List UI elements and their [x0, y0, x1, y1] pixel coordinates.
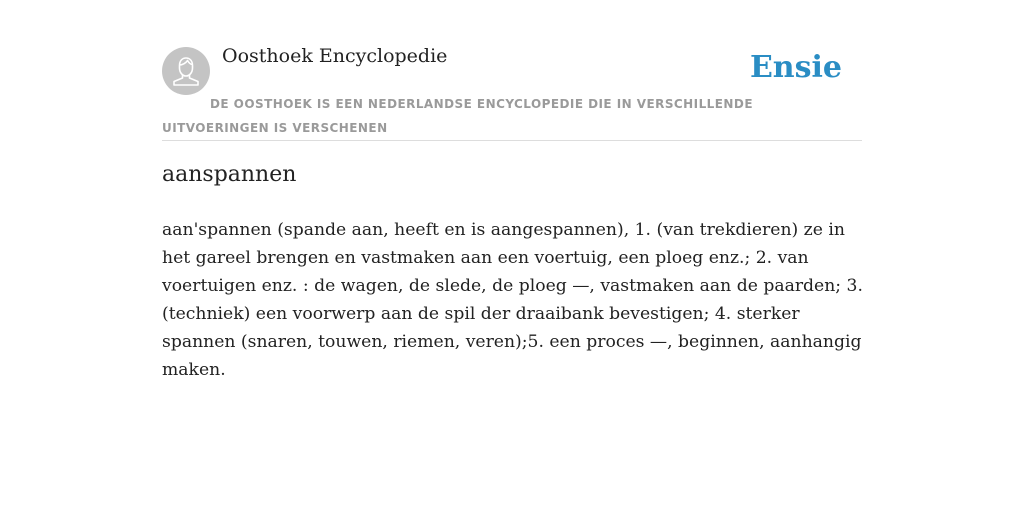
source-header — [162, 44, 862, 141]
avatar[interactable] — [162, 47, 210, 95]
source-description: DE OOSTHOEK IS EEN NEDERLANDSE ENCYCLOPEDIE DIE IN VERSCHILLENDE UITVOERINGEN IS VERSCHENEN — [162, 97, 753, 135]
user-icon — [162, 47, 210, 95]
brand-logo[interactable]: Ensie — [749, 50, 842, 85]
entry-title: aanspannen — [162, 162, 297, 187]
source-title[interactable]: Oosthoek Encyclopedie — [222, 45, 448, 67]
entry-body: aan'spannen (spande aan, heeft en is aangespannen), 1. (van trekdieren) ze in het gareel brengen en vastmaken aan een voertuig, een ploeg enz.; 2. van voertuigen enz. : de wagen, de slede, de ploeg —, vastmaken aan de paarden; 3. (techniek) een voorwerp aan de spil der draaibank bevestigen; 4. sterker spannen (snaren, touwen, riemen, veren);5. een proces —, beginnen, aanhangig maken. — [162, 220, 863, 380]
